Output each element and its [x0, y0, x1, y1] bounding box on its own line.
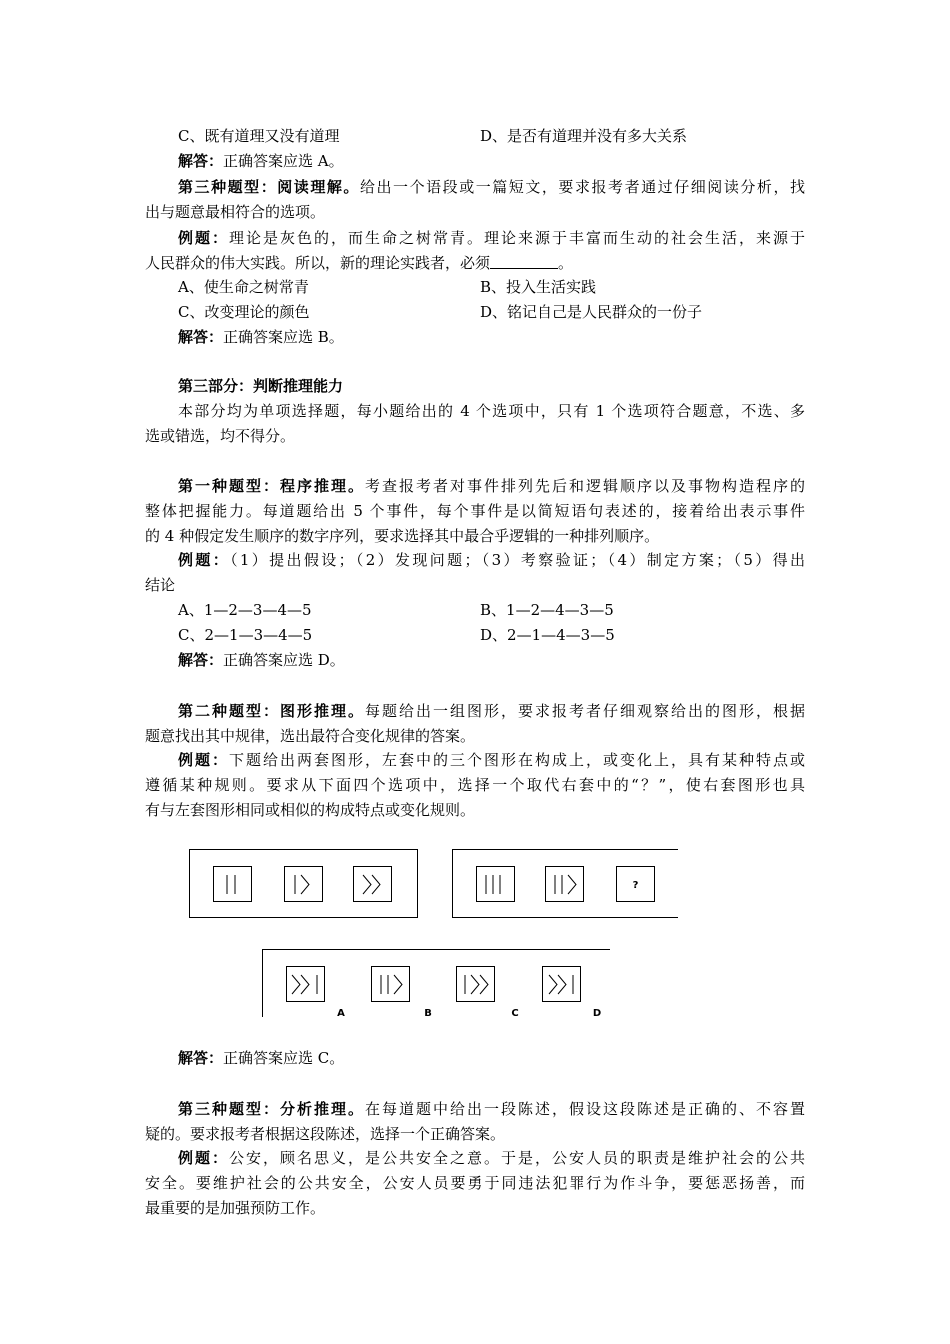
option-c: C、既有道理又没有道理 [178, 127, 340, 145]
option-letter-a: A [337, 1008, 345, 1019]
option-figure-b [372, 967, 410, 1002]
section-intro-line1: 本部分均为单项选择题，每小题给出的 4 个选项中，只有 1 个选项符合题意，不选、多 [178, 402, 805, 420]
analysis-example-line2: 安全。要维护社会的公共安全，公安人员要勇于同违法犯罪行为作斗争，要惩恶扬善，而 [145, 1174, 805, 1192]
question-mark: ? [632, 880, 639, 891]
seq-example-text1: （1）提出假设；（2）发现问题；（3）考察验证；（4）制定方案；（5）得出 [230, 551, 805, 569]
answer-text: 正确答案应选 A。 [223, 152, 344, 170]
reading-example-text2: 人民群众的伟大实践。所以，新的理论实践者，必须 [145, 254, 491, 272]
example-label: 例题： [178, 751, 229, 769]
option-letter-d: D [592, 1008, 602, 1019]
answer-label: 解答： [178, 1049, 224, 1067]
seq-desc1: 考查报考者对事件排列先后和逻辑顺序以及事物构造程序的 [365, 477, 805, 495]
option-b: B、1—2—4—3—5 [480, 601, 614, 619]
option-c: C、2—1—3—4—5 [178, 626, 313, 644]
reading-desc1: 给出一个语段或一篇短文，要求报考者通过仔细阅读分析，找 [359, 178, 805, 196]
reading-type-label: 第三种题型：阅读理解。 [178, 178, 360, 196]
reading-desc-line2: 出与题意最相符合的选项。 [145, 203, 326, 221]
option-a: A、1—2—3—4—5 [178, 601, 312, 619]
left-figure-3 [354, 867, 392, 902]
right-figure-2 [546, 867, 584, 902]
option-c: C、改变理论的颜色 [178, 303, 310, 321]
option-a: A、使生命之树常青 [178, 278, 309, 296]
option-figure-c [457, 967, 495, 1002]
option-letter-b: B [424, 1008, 432, 1019]
right-figure-1 [477, 867, 515, 902]
answer-label: 解答： [178, 651, 224, 669]
graph-desc-line2: 题意找出其中规律，选出最符合变化规律的答案。 [145, 727, 476, 745]
graph-example-text1: 下题给出两套图形，左套中的三个图形在构成上，或变化上，具有某种特点或 [229, 751, 805, 769]
section-title: 第三部分：判断推理能力 [178, 377, 344, 395]
option-d: D、铭记自己是人民群众的一份子 [480, 303, 703, 321]
analysis-example-text1: 公安，顾名思义，是公共安全之意。于是，公安人员的职责是维护社会的公共 [229, 1149, 805, 1167]
seq-type-label: 第一种题型：程序推理。 [178, 477, 365, 495]
example-label: 例题： [178, 229, 229, 247]
options-frame [263, 950, 611, 1018]
analysis-desc1: 在每道题中给出一段陈述，假设这段陈述是正确的、不容置 [365, 1100, 805, 1118]
graph-example-line3: 有与左套图形相同或相似的构成特点或变化规则。 [145, 801, 476, 819]
analysis-desc-line2: 疑的。要求报考者根据这段陈述，选择一个正确答案。 [145, 1125, 506, 1143]
option-b: B、投入生活实践 [480, 278, 597, 296]
analysis-desc-line1 [178, 1097, 805, 1121]
seq-desc-line2: 整体把握能力。每道题给出 5 个事件，每个事件是以简短语句表述的，接着给出表示事件 [145, 502, 805, 520]
graph-example-line2: 遵循某种规则。要求从下面四个选项中，选择一个取代右套中的“？”，使右套图形也具 [145, 776, 805, 794]
example-label: 例题： [178, 551, 231, 569]
section-intro-line2: 选或错选，均不得分。 [145, 427, 296, 445]
option-letter-c: C [511, 1008, 519, 1019]
answer-text: 正确答案应选 D。 [223, 651, 345, 669]
left-figure-2 [285, 867, 323, 902]
left-set-frame [190, 850, 418, 918]
reading-example-end: 。 [558, 254, 574, 272]
answer-line [178, 1046, 805, 1070]
example-label: 例题： [178, 1149, 229, 1167]
answer-label: 解答： [178, 152, 224, 170]
reading-example-text1: 理论是灰色的，而生命之树常青。理论来源于丰富而生动的社会生活，来源于 [229, 229, 805, 247]
seq-desc-line3: 的 4 种假定发生顺序的数字序列，要求选择其中最合乎逻辑的一种排列顺序。 [145, 527, 660, 545]
answer-text: 正确答案应选 C。 [223, 1049, 345, 1067]
analysis-example-line1 [178, 1146, 805, 1170]
option-figure-a [287, 967, 325, 1002]
analysis-type-label: 第三种题型：分析推理。 [178, 1100, 365, 1118]
option-d: D、是否有道理并没有多大关系 [480, 127, 688, 145]
answer-text: 正确答案应选 B。 [223, 328, 344, 346]
seq-example-line2: 结论 [145, 576, 176, 594]
analysis-example-line3: 最重要的是加强预防工作。 [145, 1199, 326, 1217]
option-d: D、2—1—4—3—5 [480, 626, 615, 644]
graph-type-label: 第二种题型：图形推理。 [178, 702, 365, 720]
graph-desc1: 每题给出一组图形，要求报考者仔细观察给出的图形，根据 [365, 702, 805, 720]
answer-label: 解答： [178, 328, 224, 346]
option-figure-d [543, 967, 581, 1002]
left-figure-1 [214, 867, 252, 902]
